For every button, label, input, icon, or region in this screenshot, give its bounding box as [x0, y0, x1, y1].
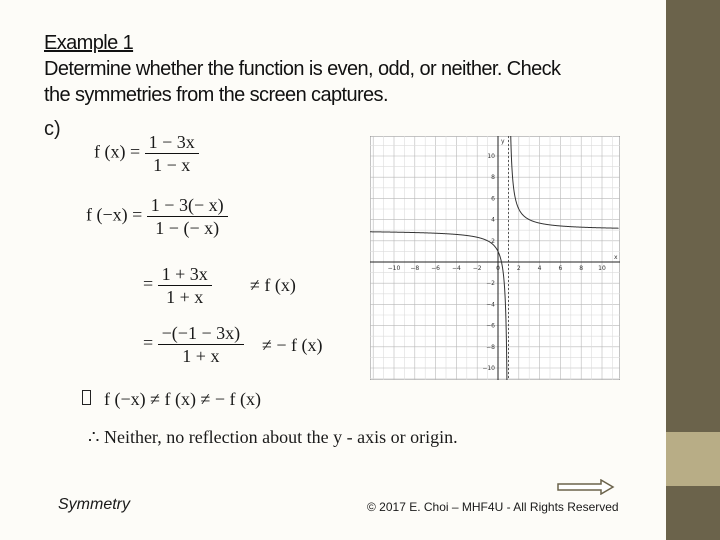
x-tick-label: 4 — [537, 265, 542, 272]
slide-heading — [44, 30, 560, 108]
simplified-equals: = — [143, 273, 154, 294]
fneg-numerator: 1 − 3(− x) — [147, 194, 228, 217]
simplified-denominator: 1 + x — [166, 287, 204, 307]
y-tick-label: 2 — [491, 237, 495, 245]
y-tick-label: −4 — [486, 301, 495, 309]
x-tick-label: 0 — [496, 265, 500, 272]
x-tick-label: −6 — [431, 265, 441, 272]
negated-step — [143, 322, 244, 367]
fneg-definition — [86, 194, 228, 239]
negated-denominator: 1 + x — [182, 346, 220, 366]
fneg-fraction — [147, 194, 228, 239]
summary-inequality: f (−x) ≠ f (x) ≠ − f (x) — [104, 389, 262, 409]
x-tick-label: −10 — [387, 265, 401, 272]
placeholder-glyph — [82, 390, 91, 405]
x-tick-label: −8 — [410, 265, 420, 272]
y-tick-label: 8 — [491, 174, 495, 182]
x-axis-label: x — [614, 254, 618, 261]
x-tick-label: 2 — [516, 265, 521, 272]
fneg-lhs: f (−x) = — [86, 204, 143, 225]
sidebar-accent-strip — [666, 432, 720, 486]
x-tick-label: 10 — [598, 265, 606, 272]
negated-fraction — [158, 322, 244, 367]
x-tick-label: 6 — [558, 265, 563, 272]
comparison-even: ≠ f (x) — [250, 275, 296, 295]
x-tick-label: 8 — [579, 265, 584, 272]
slide-title: Example 1 — [44, 32, 134, 54]
function-numerator: 1 − 3x — [145, 131, 199, 154]
y-tick-label: −6 — [486, 322, 495, 330]
y-tick-label: 4 — [491, 216, 495, 224]
function-graph — [370, 136, 620, 380]
y-axis-label: y — [501, 138, 505, 145]
footer-copyright: © 2017 E. Choi – MHF4U - All Rights Reserved — [367, 500, 619, 514]
function-definition — [94, 131, 199, 176]
fneg-denominator: 1 − (− x) — [155, 218, 220, 238]
part-label: c) — [44, 118, 61, 140]
footer-topic: Symmetry — [58, 496, 130, 513]
y-tick-label: 10 — [487, 153, 495, 160]
function-fraction — [145, 131, 199, 176]
simplified-step — [143, 263, 212, 308]
y-tick-label: 6 — [491, 195, 495, 203]
instruction-line-2: the symmetries from the screen captures. — [44, 84, 388, 106]
negated-numerator: −(−1 − 3x) — [158, 322, 244, 345]
x-tick-label: −4 — [451, 265, 461, 272]
y-tick-label: −8 — [486, 343, 495, 351]
next-arrow-icon[interactable] — [557, 479, 615, 495]
simplified-numerator: 1 + 3x — [158, 263, 212, 286]
function-lhs: f (x) = — [94, 141, 141, 162]
y-tick-label: −2 — [486, 280, 495, 288]
x-tick-label: −2 — [472, 265, 482, 272]
comparison-odd: ≠ − f (x) — [262, 335, 323, 355]
instruction-line-1: Determine whether the function is even, odd, or neither. Check — [44, 58, 561, 80]
simplified-fraction — [158, 263, 212, 308]
y-tick-label: −10 — [482, 365, 495, 372]
negated-equals: = — [143, 332, 154, 353]
conclusion-text: ∴ Neither, no reflection about the y - axis or origin. — [88, 427, 458, 447]
function-denominator: 1 − x — [153, 155, 191, 175]
graph-frame — [370, 136, 620, 380]
